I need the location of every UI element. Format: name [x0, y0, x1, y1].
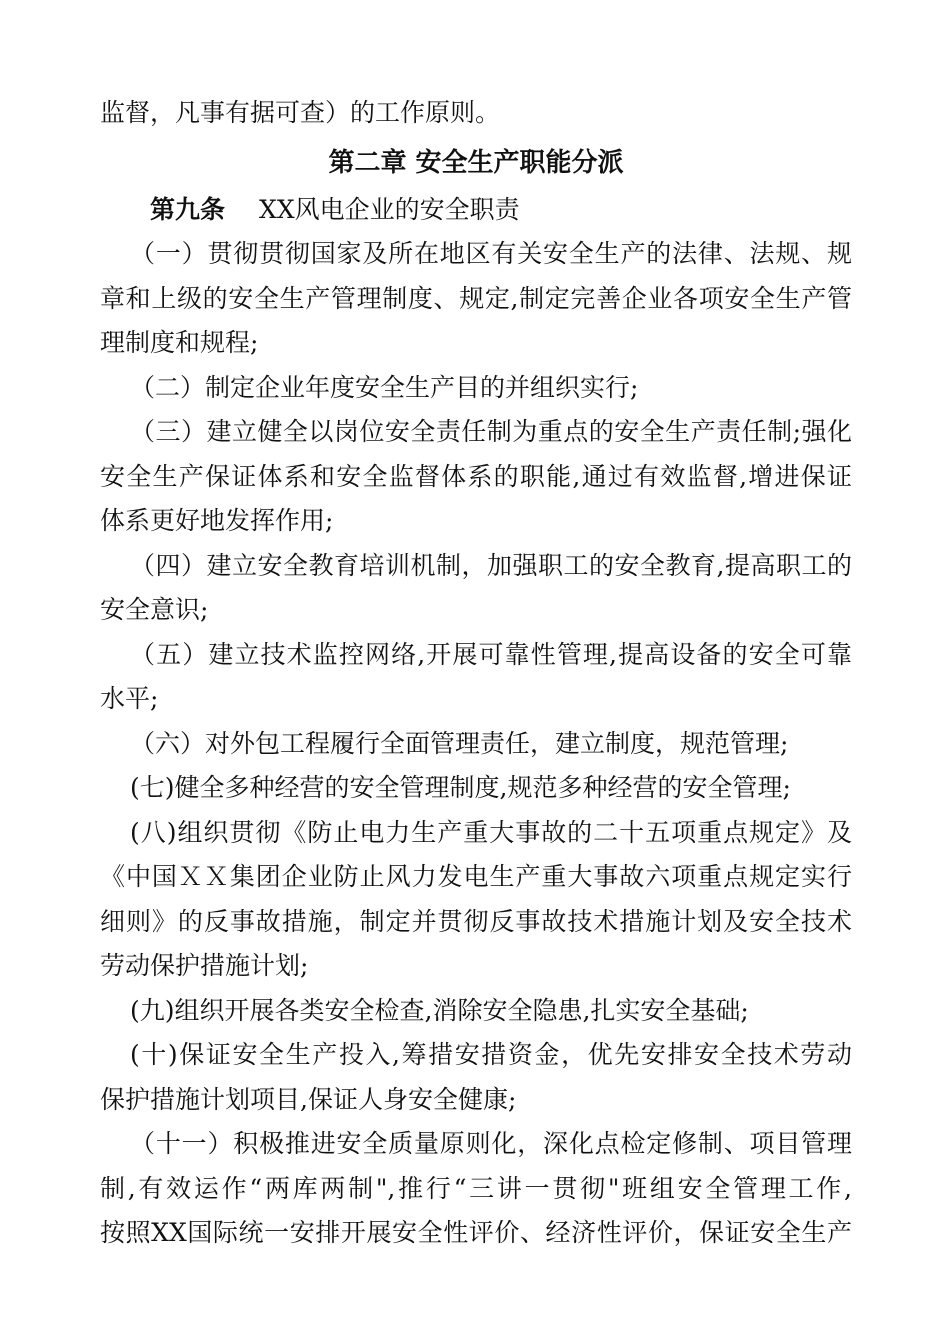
- paragraph-line: 安全生产保证体系和安全监督体系的职能,通过有效监督,增进保证: [100, 462, 852, 491]
- paragraph-line: 劳动保护措施计划;: [100, 951, 309, 980]
- paragraph-line: 保护措施计划项目,保证人身安全健康;: [100, 1085, 517, 1114]
- paragraph-line: 体系更好地发挥作用;: [100, 506, 334, 535]
- paragraph-line: (八)组织贯彻《防止电力生产重大事故的二十五项重点规定》及: [130, 818, 852, 847]
- article-number: 第九条: [150, 195, 226, 224]
- paragraph-line: 理制度和规程;: [100, 328, 259, 357]
- paragraph-line: (九)组织开展各类安全检查,消除安全隐患,扎实安全基础;: [130, 996, 749, 1025]
- paragraph-line: （二）制定企业年度安全生产目的并组织实行;: [130, 373, 639, 402]
- paragraph-line: 制,有效运作“两库两制",推行“三讲一贯彻"班组安全管理工作,: [100, 1174, 852, 1203]
- paragraph-line: (十)保证安全生产投入,筹措安措资金，优先安排安全技术劳动: [130, 1040, 852, 1069]
- paragraph-line: 监督，凡事有据可查）的工作原则。: [100, 98, 501, 127]
- paragraph-line: 按照XX国际统一安排开展安全性评价、经济性评价，保证安全生产: [100, 1218, 852, 1247]
- paragraph-line: 安全意识;: [100, 595, 209, 624]
- chapter-title: 第二章 安全生产职能分派: [328, 148, 624, 178]
- paragraph-line: （四）建立安全教育培训机制，加强职工的安全教育,提高职工的: [130, 551, 852, 580]
- paragraph-line: （三）建立健全以岗位安全责任制为重点的安全生产责任制;强化: [130, 417, 852, 446]
- paragraph-line: 《中国ＸＸ集团企业防止风力发电生产重大事故六项重点规定实行: [100, 862, 852, 891]
- paragraph-line: （一）贯彻贯彻国家及所在地区有关安全生产的法律、法规、规: [130, 239, 852, 268]
- article-heading: [150, 192, 850, 228]
- paragraph-line: 细则》的反事故措施，制定并贯彻反事故技术措施计划及安全技术: [100, 907, 852, 936]
- paragraph-line: 章和上级的安全生产管理制度、规定,制定完善企业各项安全生产管: [100, 284, 852, 313]
- article-title: XX风电企业的安全职责: [259, 195, 520, 224]
- paragraph-line: （五）建立技术监控网络,开展可靠性管理,提高设备的安全可靠: [130, 640, 852, 669]
- paragraph-line: （六）对外包工程履行全面管理责任，建立制度，规范管理;: [130, 729, 789, 758]
- paragraph-line: （十一）积极推进安全质量原则化，深化点检定修制、项目管理: [130, 1129, 852, 1158]
- paragraph-line: 水平;: [100, 684, 159, 713]
- paragraph-line: (七)健全多种经营的安全管理制度,规范多种经营的安全管理;: [130, 773, 791, 802]
